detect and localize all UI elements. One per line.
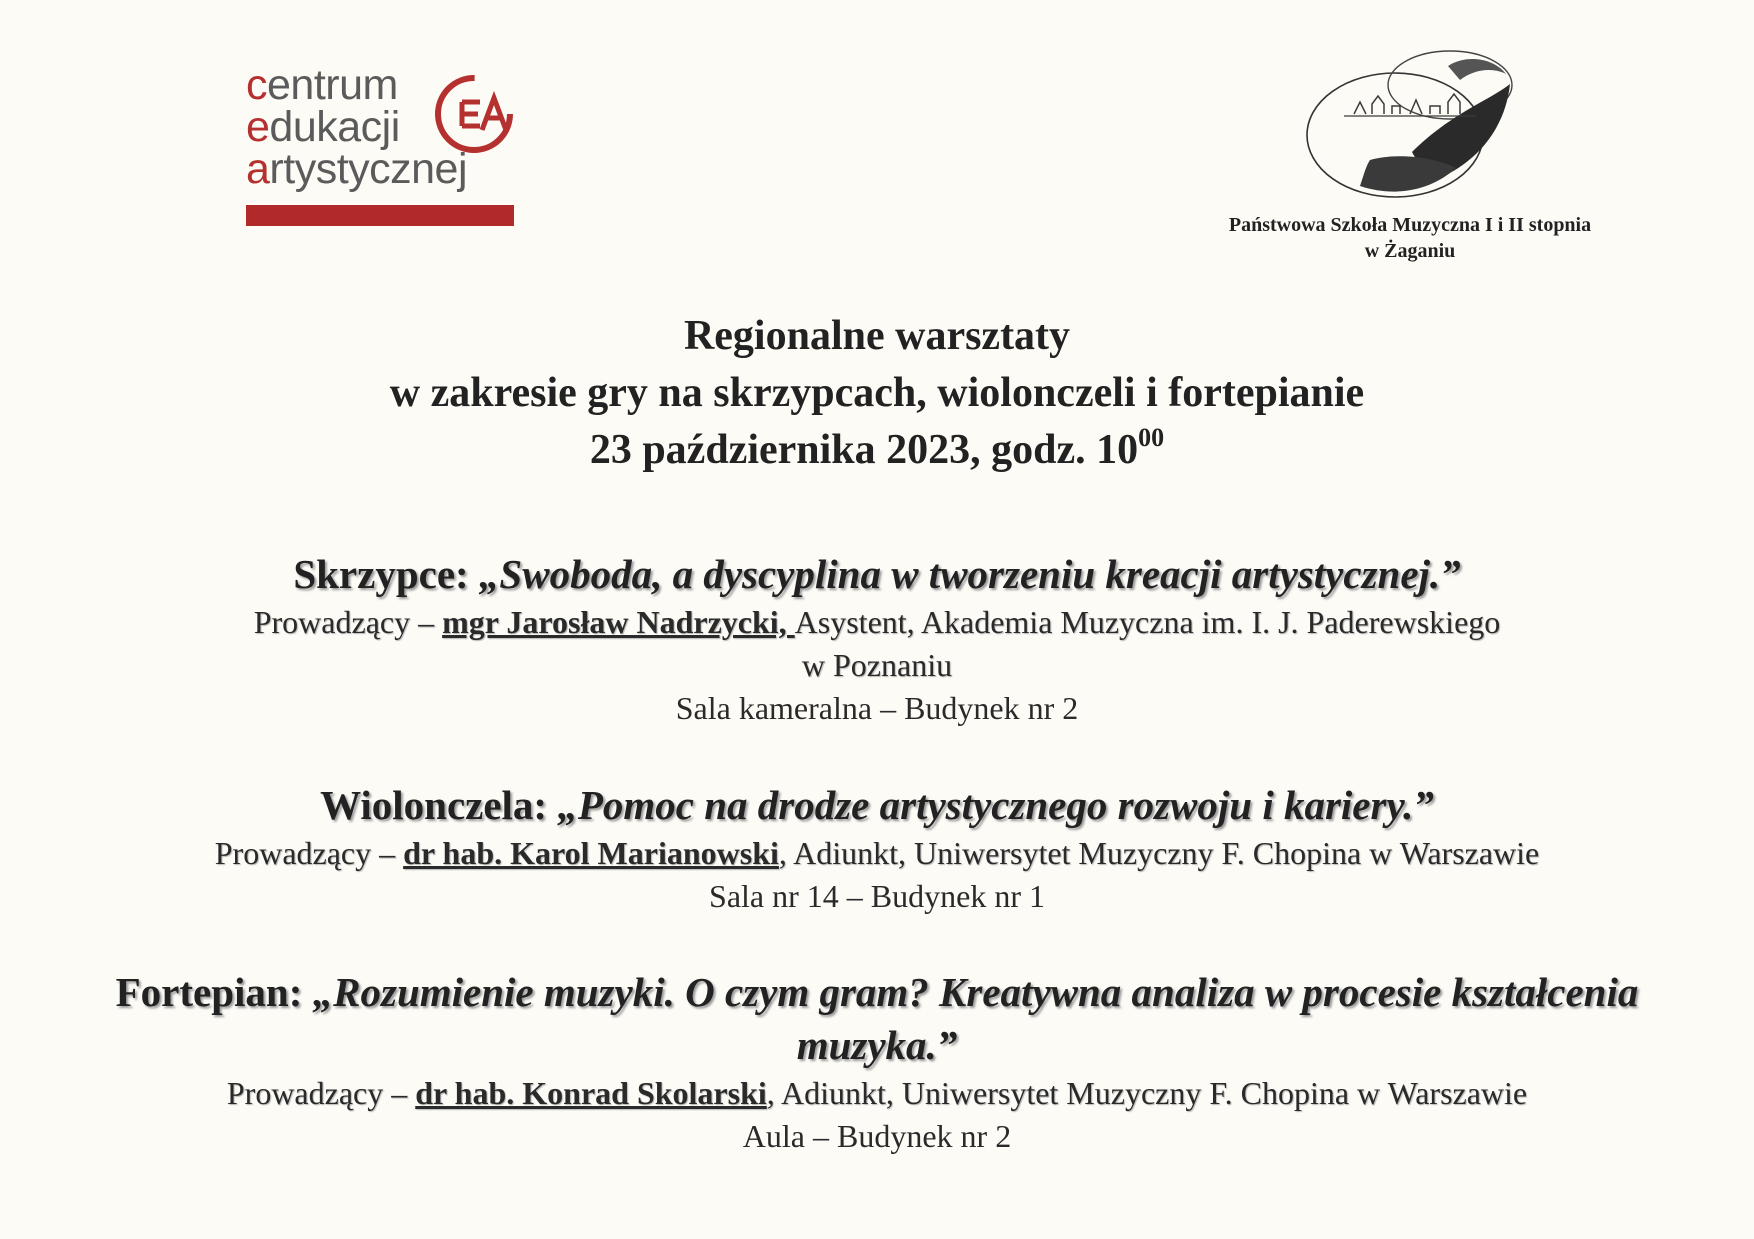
room-line: Sala nr 14 – Budynek nr 1	[709, 878, 1045, 914]
title-line1: Regionalne warsztaty	[683, 313, 1071, 359]
psm-name-line1: Państwowa Szkoła Muzyczna I i II stopnia	[1228, 214, 1592, 236]
psm-name-line2: w Żaganiu	[1364, 240, 1456, 262]
section-title: Wiolonczela: „Pomoc na drodze artystycznego rozwoju i kariery.”	[320, 782, 1434, 828]
cea-red-bar	[246, 205, 514, 226]
bird-emblem-icon	[1300, 40, 1520, 212]
cea-logo	[246, 61, 516, 226]
cea-wordmark: centrum edukacji artystycznej	[246, 61, 468, 193]
lecturer-line: Prowadzący – mgr Jarosław Nadrzycki, Asystent, Akademia Muzyczna im. I. J. Paderewskiego	[253, 604, 1501, 640]
cea-monogram-icon	[432, 72, 516, 156]
section-cello	[60, 779, 1694, 918]
psm-logo	[1180, 40, 1640, 270]
lecturer-affiliation-cont: w Poznaniu	[801, 647, 953, 683]
title-line2: w zakresie gry na skrzypcach, wiolonczeli i fortepianie	[389, 370, 1365, 416]
section-title: Fortepian: „Rozumienie muzyki. O czym gram? Kreatywna analiza w procesie kształcenia muzyka.”	[115, 969, 1639, 1068]
room-line: Aula – Budynek nr 2	[742, 1118, 1012, 1154]
title-line3: 23 października 2023, godz. $10^{00}$	[589, 423, 1165, 473]
section-title: Skrzypce: „Swoboda, a dyscyplina w tworzeniu kreacji artystycznej.”	[293, 551, 1461, 597]
section-piano	[60, 966, 1694, 1158]
lecturer-line: Prowadzący – dr hab. Konrad Skolarski, Adiunkt, Uniwersytet Muzyczny F. Chopina w Warszawie	[226, 1075, 1528, 1111]
lecturer-line: Prowadzący – dr hab. Karol Marianowski, Adiunkt, Uniwersytet Muzyczny F. Chopina w Warszawie	[214, 835, 1540, 871]
section-violin	[60, 548, 1694, 730]
room-line: Sala kameralna – Budynek nr 2	[675, 690, 1079, 726]
page-title	[0, 308, 1754, 479]
